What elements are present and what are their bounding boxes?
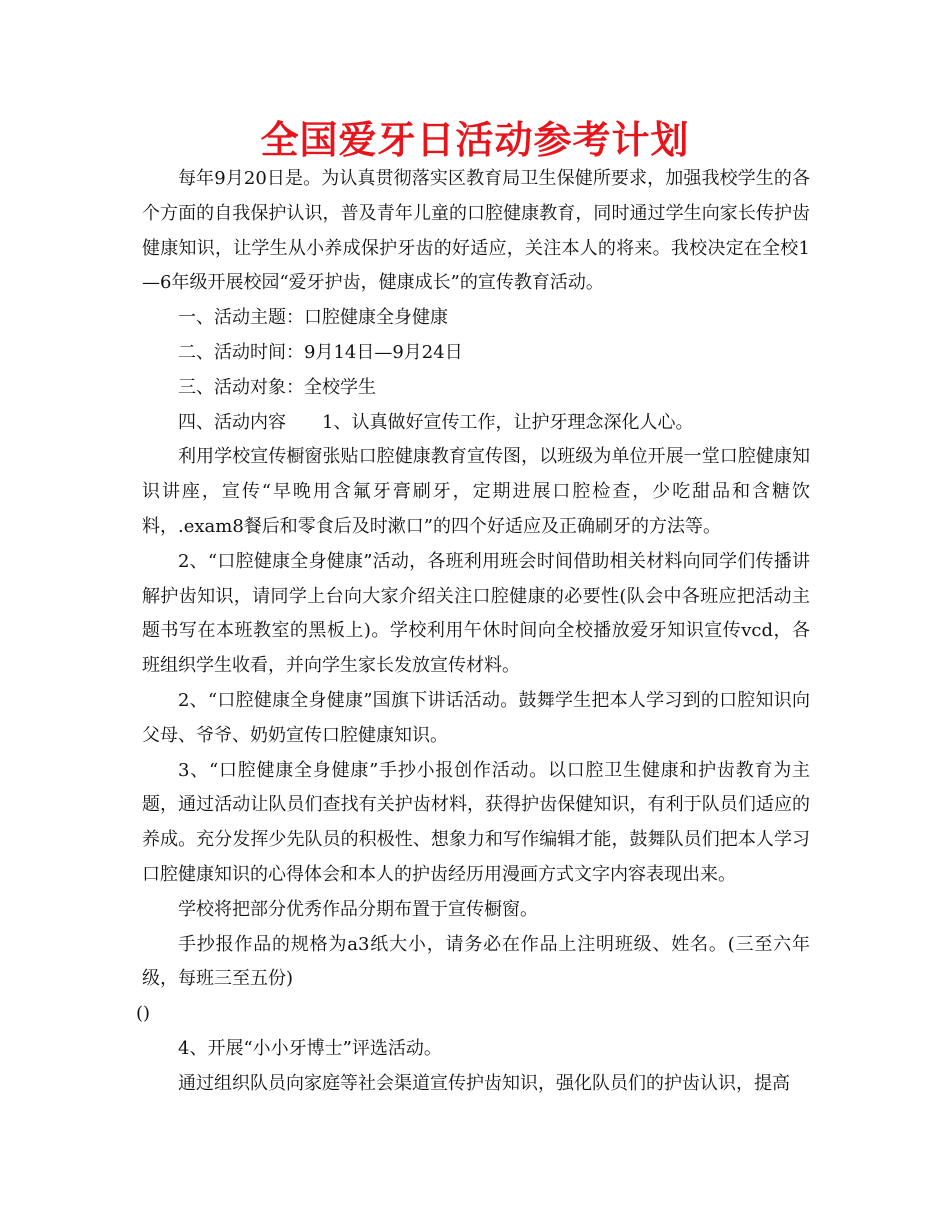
paragraph-handwritten-newspaper: 3、“口腔健康全身健康”手抄小报创作活动。以口腔卫生健康和护齿教育为主题，通过活动让队员们查找有关护齿材料，获得护齿保健知识，有利于队员们适应的养成。充分发挥少先队员的积极性、想象力和写作编辑才能，鼓舞队员们把本人学习口腔健康知识的心得体会和本人的护齿经历用漫画方式文字内容表现出来。 [142, 759, 810, 885]
paragraph-specification: 手抄报作品的规格为a3纸大小，请务必在作品上注明班级、姓名。(三至六年级，每班三至五份) [142, 933, 810, 990]
paragraph-exhibition: 学校将把部分优秀作品分期布置于宣传橱窗。 [178, 898, 538, 920]
paragraph-flag-speech: 2、“口腔健康全身健康”国旗下讲话活动。鼓舞学生把本人学习到的口腔知识向父母、爷爷、奶奶宣传口腔健康知识。 [142, 689, 810, 746]
paragraph-audience: 三、活动对象：全校学生 [178, 376, 376, 398]
paragraph-class-meeting: 2、“口腔健康全身健康”活动，各班利用班会时间借助相关材料向同学们传播讲解护齿知识，请同学上台向大家介绍关注口腔健康的必要性(队会中各班应把活动主题书写在本班教室的黑板上)。学校利用午休时间向全校播放爱牙知识宣传vcd，各班组织学生收看，并向学生家长发放宣传材料。 [142, 550, 810, 677]
paragraph-parentheses: () [136, 1003, 151, 1025]
document-body [136, 162, 810, 1102]
paragraph-intro: 每年9月20日是。为认真贯彻落实区教育局卫生保健所要求，加强我校学生的各个方面的自我保护认识，普及青年儿童的口腔健康教育，同时通过学生向家长传护齿健康知识，让学生从小养成保护牙齿的好适应，关注本人的将来。我校决定在全校1—6年级开展校园“爱牙护齿，健康成长”的宣传教育活动。 [142, 168, 810, 294]
paragraph-tooth-doctor: 4、开展“小小牙博士”评选活动。 [178, 1037, 442, 1059]
paragraph-time: 二、活动时间：9月14日—9月24日 [178, 341, 463, 363]
paragraph-publicity: 利用学校宣传橱窗张贴口腔健康教育宣传图，以班级为单位开展一堂口腔健康知识讲座，宣传“早晚用含氟牙膏刷牙，定期进展口腔检查，少吃甜品和含糖饮料，.exam8餐后和零食后及时漱口”的四个好适应及正确刷牙的方法等。 [142, 446, 810, 537]
paragraph-family-publicity: 通过组织队员向家庭等社会渠道宣传护齿知识，强化队员们的护齿认识，提高 [178, 1072, 790, 1094]
document-title: 全国爱牙日活动参考计划 [260, 118, 690, 162]
paragraph-theme: 一、活动主题：口腔健康全身健康 [178, 307, 448, 329]
paragraph-content-heading: 四、活动内容 1、认真做好宣传工作，让护牙理念深化人心。 [178, 411, 694, 433]
